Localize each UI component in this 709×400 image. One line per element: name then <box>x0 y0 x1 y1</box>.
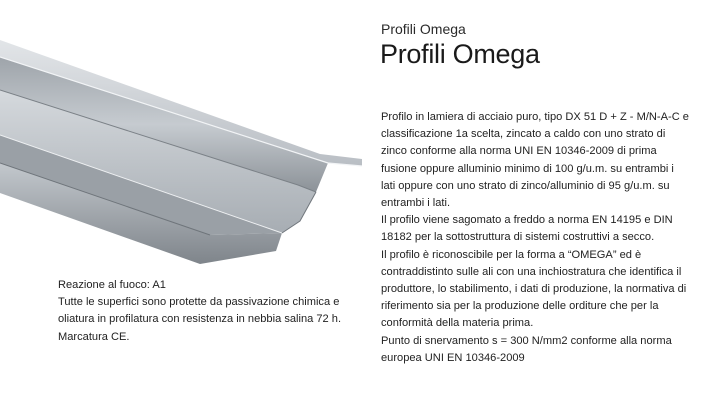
product-description <box>381 109 691 367</box>
protection-note: Tutte le superfici sono protette da passivazione chimica e oliatura in profilatura con resistenza in nebbia salina 72 h. <box>58 296 342 326</box>
description-paragraph: Il profilo viene sagomato a freddo a norma EN 14195 e DIN 18182 per la sottostruttura di sistemi costruttivi a secco. <box>381 214 673 244</box>
page-subtitle: Profili Omega <box>381 21 466 37</box>
page-title: Profili Omega <box>380 39 540 69</box>
product-notes <box>58 277 368 346</box>
ce-marking-note: Marcatura CE. <box>58 330 130 343</box>
description-paragraph: Profilo in lamiera di acciaio puro, tipo DX 51 D + Z - M/N-A-C e classificazione 1a scelta, zincato a caldo con uno strato di zinco conforme alla norma UNI EN 10346-2009 di prima fusione oppure alluminio minimo di 100 g/u.m. su entrambi i lati oppure con uno strato di zinco/alluminio di 95 g/u.m. su entrambi i lati. <box>381 111 689 210</box>
omega-profile-icon <box>0 35 365 265</box>
description-paragraph: Il profilo è riconoscibile per la forma a “OMEGA” ed è contraddistinto sulle ali con una inchiostratura che identifica il produttore, lo stabilimento, i dati di produzione, la normativa di riferimento sia per la produzione delle orditure che per la conformità della materia prima. <box>381 248 687 330</box>
fire-reaction-note: Reazione al fuoco: A1 <box>58 279 166 291</box>
description-paragraph: Punto di snervamento s = 300 N/mm2 conforme alla norma europea UNI EN 10346-2009 <box>381 334 672 364</box>
omega-profile-image <box>0 35 365 265</box>
